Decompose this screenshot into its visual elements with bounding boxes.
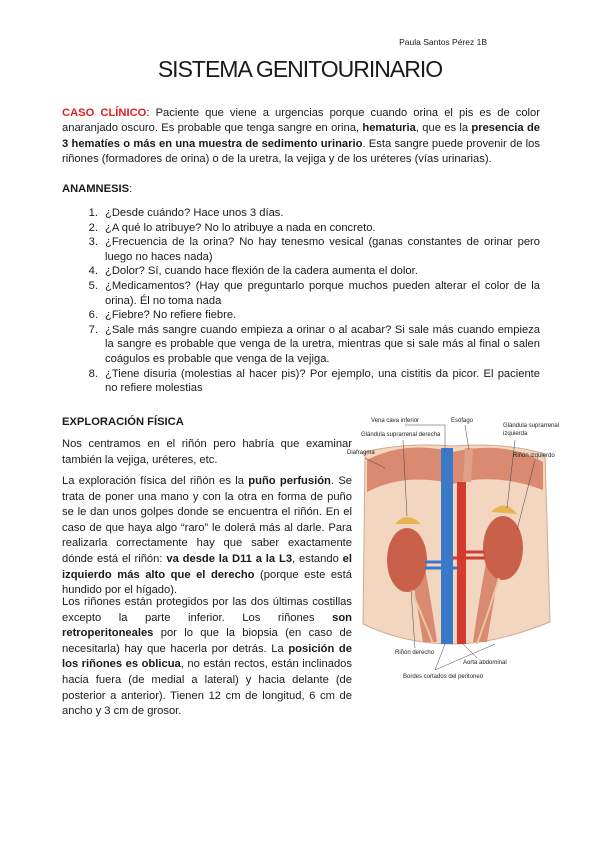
bold-term: va desde la D11 a la L3 <box>166 552 293 565</box>
list-item <box>62 279 540 308</box>
paragraph-text: (porque este está hundido por el hígado). <box>62 568 352 597</box>
list-item <box>62 235 540 264</box>
paragraph-text: Los riñones están protegidos por las dos últimas costillas excepto la parte inferior. Los riñones <box>62 596 352 624</box>
anamnesis-heading-text: ANAMNESIS <box>62 183 130 195</box>
label-diafragma: Diafragma <box>347 450 375 456</box>
list-item <box>62 308 540 323</box>
anamnesis-list <box>62 206 540 396</box>
pointer-line <box>461 642 477 658</box>
caso-text: , que es la <box>415 122 472 135</box>
list-item-text: ¿Dolor? Sí, cuando hace flexión de la cadera aumenta el dolor. <box>105 265 418 278</box>
label-rinon-derecho: Riñón derecho <box>395 650 435 656</box>
label-glandula-derecha: Glándula suprarrenal derecha <box>361 432 441 438</box>
caso-clinico-paragraph <box>62 106 540 168</box>
caso-text: : Paciente que viene a urgencias porque cuando orina el pis es de color anaranjado oscuro. Es probable que tenga sangre en orina, <box>62 107 540 135</box>
paragraph-text: por lo que la biopsia (en caso de necesitarla) hay que hacerla por detrás. La <box>62 627 352 655</box>
label-vena-cava: Vena cava inferior <box>371 418 420 424</box>
list-item <box>62 221 540 236</box>
page-title: SISTEMA GENITOURINARIO <box>157 56 443 82</box>
list-number: 5. <box>88 279 98 292</box>
exploracion-paragraph-2 <box>62 474 352 599</box>
list-number: 3. <box>88 236 98 249</box>
caso-clinico-label: CASO CLÍNICO <box>62 107 147 119</box>
label-aorta: Aorta abdominal <box>463 660 507 666</box>
paragraph-text: , no están rectos, están inclinados hacia fuera (de medial a lateral) y hacia delante (de posterior a anterior). Tienen 12 cm de longitud, 6 cm de ancho y 3 cm de grosor. <box>62 658 352 718</box>
bold-term: el izquierdo más alto que el derecho <box>62 552 353 581</box>
list-item-text: ¿Frecuencia de la orina? No hay tenesmo vesical (ganas constantes de orinar pero luego no haces nada) <box>105 236 540 263</box>
caso-bold-hematuria: hematuria <box>362 122 416 135</box>
right-kidney <box>387 528 427 592</box>
list-number: 7. <box>88 323 98 336</box>
bold-term: posición de los riñones es oblicua <box>62 642 352 671</box>
exploracion-paragraph-1: Nos centramos en el riñón pero habría que examinar también la vejiga, uréteres, etc. <box>62 438 352 466</box>
list-item-text: ¿Fiebre? No refiere fiebre. <box>105 309 237 322</box>
anatomy-illustration <box>345 412 560 682</box>
paragraph-text: La exploración física del riñón es la <box>62 475 249 487</box>
author-name: Paula Santos Pérez 1B <box>399 37 487 47</box>
kidney-anatomy-figure <box>345 412 560 682</box>
list-item <box>62 206 540 221</box>
caso-bold-definition: presencia de 3 hematíes o más en una muestra de sedimento urinario <box>62 122 540 150</box>
label-glandula-izquierda-2: izquierda <box>503 431 528 437</box>
label-rinon-izquierdo: Riñón izquierdo <box>513 453 555 459</box>
caso-text: . Esta sangre puede provenir de los riñones (formadores de orina) o de la uretra, la vejiga y de los uréteres (vías urinarias). <box>62 137 540 166</box>
paragraph-text: . Se trata de poner una mano y con la otra en forma de puño se le dan unos golpes donde se encuentra el riñón. En el caso de que haya algo “raro” le dolerá más al darle. Para realizarla correctamente hay que saber exactamente dónde está el riñón: <box>62 475 353 565</box>
list-number: 4. <box>88 265 98 278</box>
label-esofago: Esófago <box>451 418 474 424</box>
list-item-text: ¿Medicamentos? (Hay que preguntarlo porque muchos pueden alterar el color de la orina). Él no toma nada <box>105 279 540 307</box>
list-item-text: ¿Desde cuándo? Hace unos 3 días. <box>105 207 284 219</box>
list-item <box>62 367 540 396</box>
list-item-text: ¿Tiene disuria (molestias al hacer pis)? Por ejemplo, una cistitis da picor. El paciente no refiere molestias <box>105 367 540 395</box>
list-number: 2. <box>88 221 98 234</box>
aorta <box>457 482 466 644</box>
exploracion-heading: EXPLORACIÓN FÍSICA <box>62 416 184 428</box>
pointer-line <box>435 644 495 670</box>
anamnesis-colon: : <box>129 183 133 195</box>
list-number: 8. <box>88 367 98 380</box>
vena-cava <box>441 448 453 644</box>
bold-term: son retroperitoneales <box>62 611 352 640</box>
label-bordes-peritoneo: Bordes cortados del peritoneo <box>403 674 484 680</box>
list-item <box>62 323 540 367</box>
anamnesis-heading <box>62 183 132 195</box>
paragraph-text: , estando <box>292 552 343 565</box>
list-number: 1. <box>88 207 98 219</box>
list-item-text: ¿A qué lo atribuye? No lo atribuye a nada en concreto. <box>105 221 376 234</box>
bold-term: puño perfusión <box>248 475 331 487</box>
left-kidney <box>483 516 523 580</box>
list-number: 6. <box>88 309 98 322</box>
list-item-text: ¿Sale más sangre cuando empieza a orinar o al acabar? Si sale más cuando empieza la sangre es probable que venga de la uretra, mientras que si sale más al final o salen coágulos es probable que venga de la vejiga. <box>105 323 540 365</box>
exploracion-paragraph-3 <box>62 595 352 720</box>
list-item <box>62 264 540 279</box>
label-glandula-izquierda: Glándula suprarrenal <box>503 423 560 429</box>
